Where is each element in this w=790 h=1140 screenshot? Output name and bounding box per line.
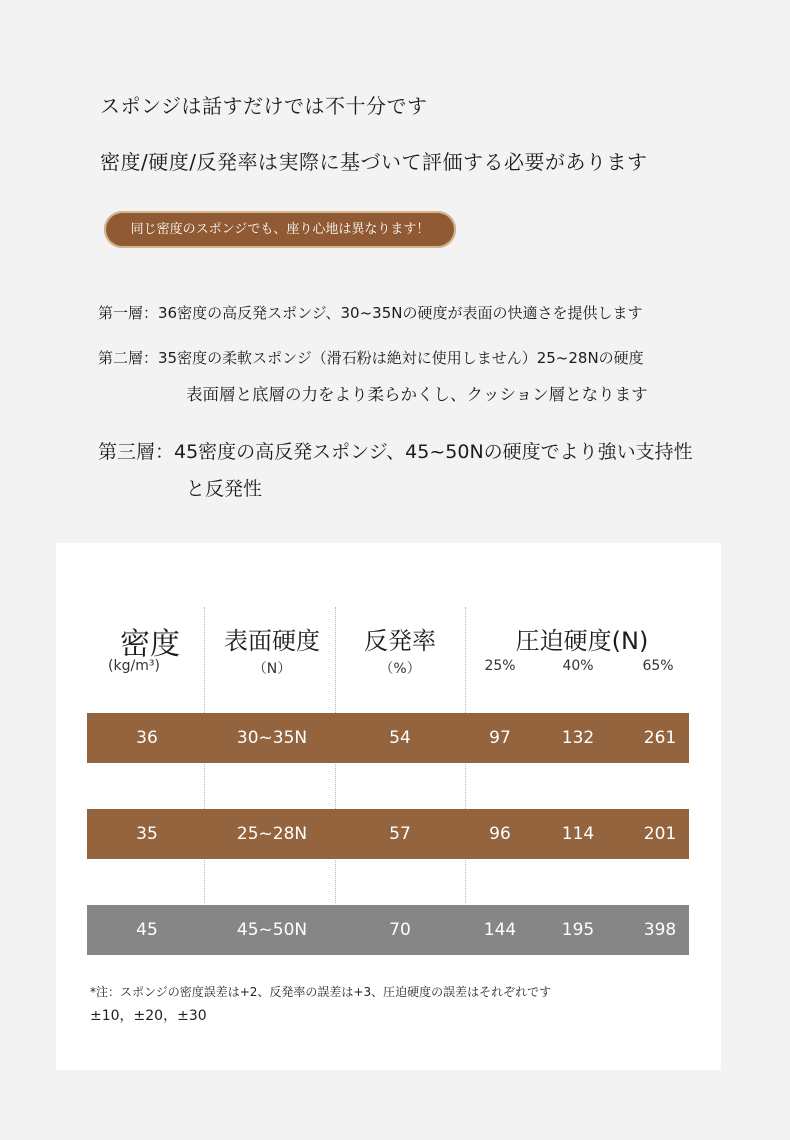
- layer-first-text: 第一層：36密度の高反発スポンジ、30~35Nの硬度が表面の快適さを提供します: [98, 304, 643, 322]
- header-density-unit: (kg/m³): [108, 658, 160, 674]
- header-compression-hardness: 圧迫硬度(N): [515, 627, 649, 655]
- cell-density: 35: [136, 824, 158, 844]
- header-density: 密度: [120, 627, 180, 662]
- footnote-line1: *注：スポンジの密度誤差は+2、反発率の誤差は+3、圧迫硬度の誤差はそれぞれです: [90, 985, 552, 999]
- table-row: [87, 809, 689, 859]
- layer-third-text-line1: 第三層：45密度の高反発スポンジ、45~50Nの硬度でより強い支持性: [98, 441, 693, 463]
- cell-rebound: 57: [389, 824, 411, 844]
- layer-third-text-line2: と反発性: [186, 478, 263, 500]
- cell-rebound: 54: [389, 728, 411, 748]
- cell-compression-65: 261: [643, 728, 677, 748]
- cell-surface-hardness: 30~35N: [236, 728, 308, 748]
- footnote-line2: ±10，±20，±30: [90, 1008, 207, 1024]
- headline-line1: スポンジは話すだけでは不十分です: [100, 94, 428, 118]
- table-row: [87, 905, 689, 955]
- cell-compression-25: 96: [489, 824, 511, 844]
- cell-density: 36: [136, 728, 158, 748]
- highlight-pill: 同じ密度のスポンジでも、座り心地は異なります！: [104, 211, 456, 248]
- header-pct-40: 40%: [562, 658, 594, 674]
- headline-line2: 密度/硬度/反発率は実際に基づいて評価する必要があります: [100, 150, 648, 174]
- cell-compression-65: 398: [643, 920, 677, 940]
- cell-compression-40: 114: [561, 824, 595, 844]
- layer-second-text-line1: 第二層：35密度の柔軟スポンジ（滑石粉は絶対に使用しません）25~28Nの硬度: [98, 349, 644, 367]
- cell-density: 45: [136, 920, 158, 940]
- cell-compression-25: 97: [489, 728, 511, 748]
- header-surface-hardness-unit: （N）: [252, 661, 292, 677]
- cell-compression-40: 195: [561, 920, 595, 940]
- header-pct-65: 65%: [642, 658, 674, 674]
- header-surface-hardness: 表面硬度: [224, 627, 320, 655]
- cell-surface-hardness: 25~28N: [236, 824, 308, 844]
- cell-compression-65: 201: [643, 824, 677, 844]
- cell-compression-40: 132: [561, 728, 595, 748]
- cell-rebound: 70: [389, 920, 411, 940]
- table-row: [87, 713, 689, 763]
- cell-surface-hardness: 45~50N: [236, 920, 308, 940]
- header-pct-25: 25%: [484, 658, 516, 674]
- spec-table-card: [56, 543, 721, 1070]
- header-rebound-unit: （%）: [379, 661, 421, 677]
- cell-compression-25: 144: [483, 920, 517, 940]
- header-rebound: 反発率: [364, 627, 436, 655]
- layer-second-text-line2: 表面層と底層の力をより柔らかくし、クッション層となります: [186, 385, 648, 404]
